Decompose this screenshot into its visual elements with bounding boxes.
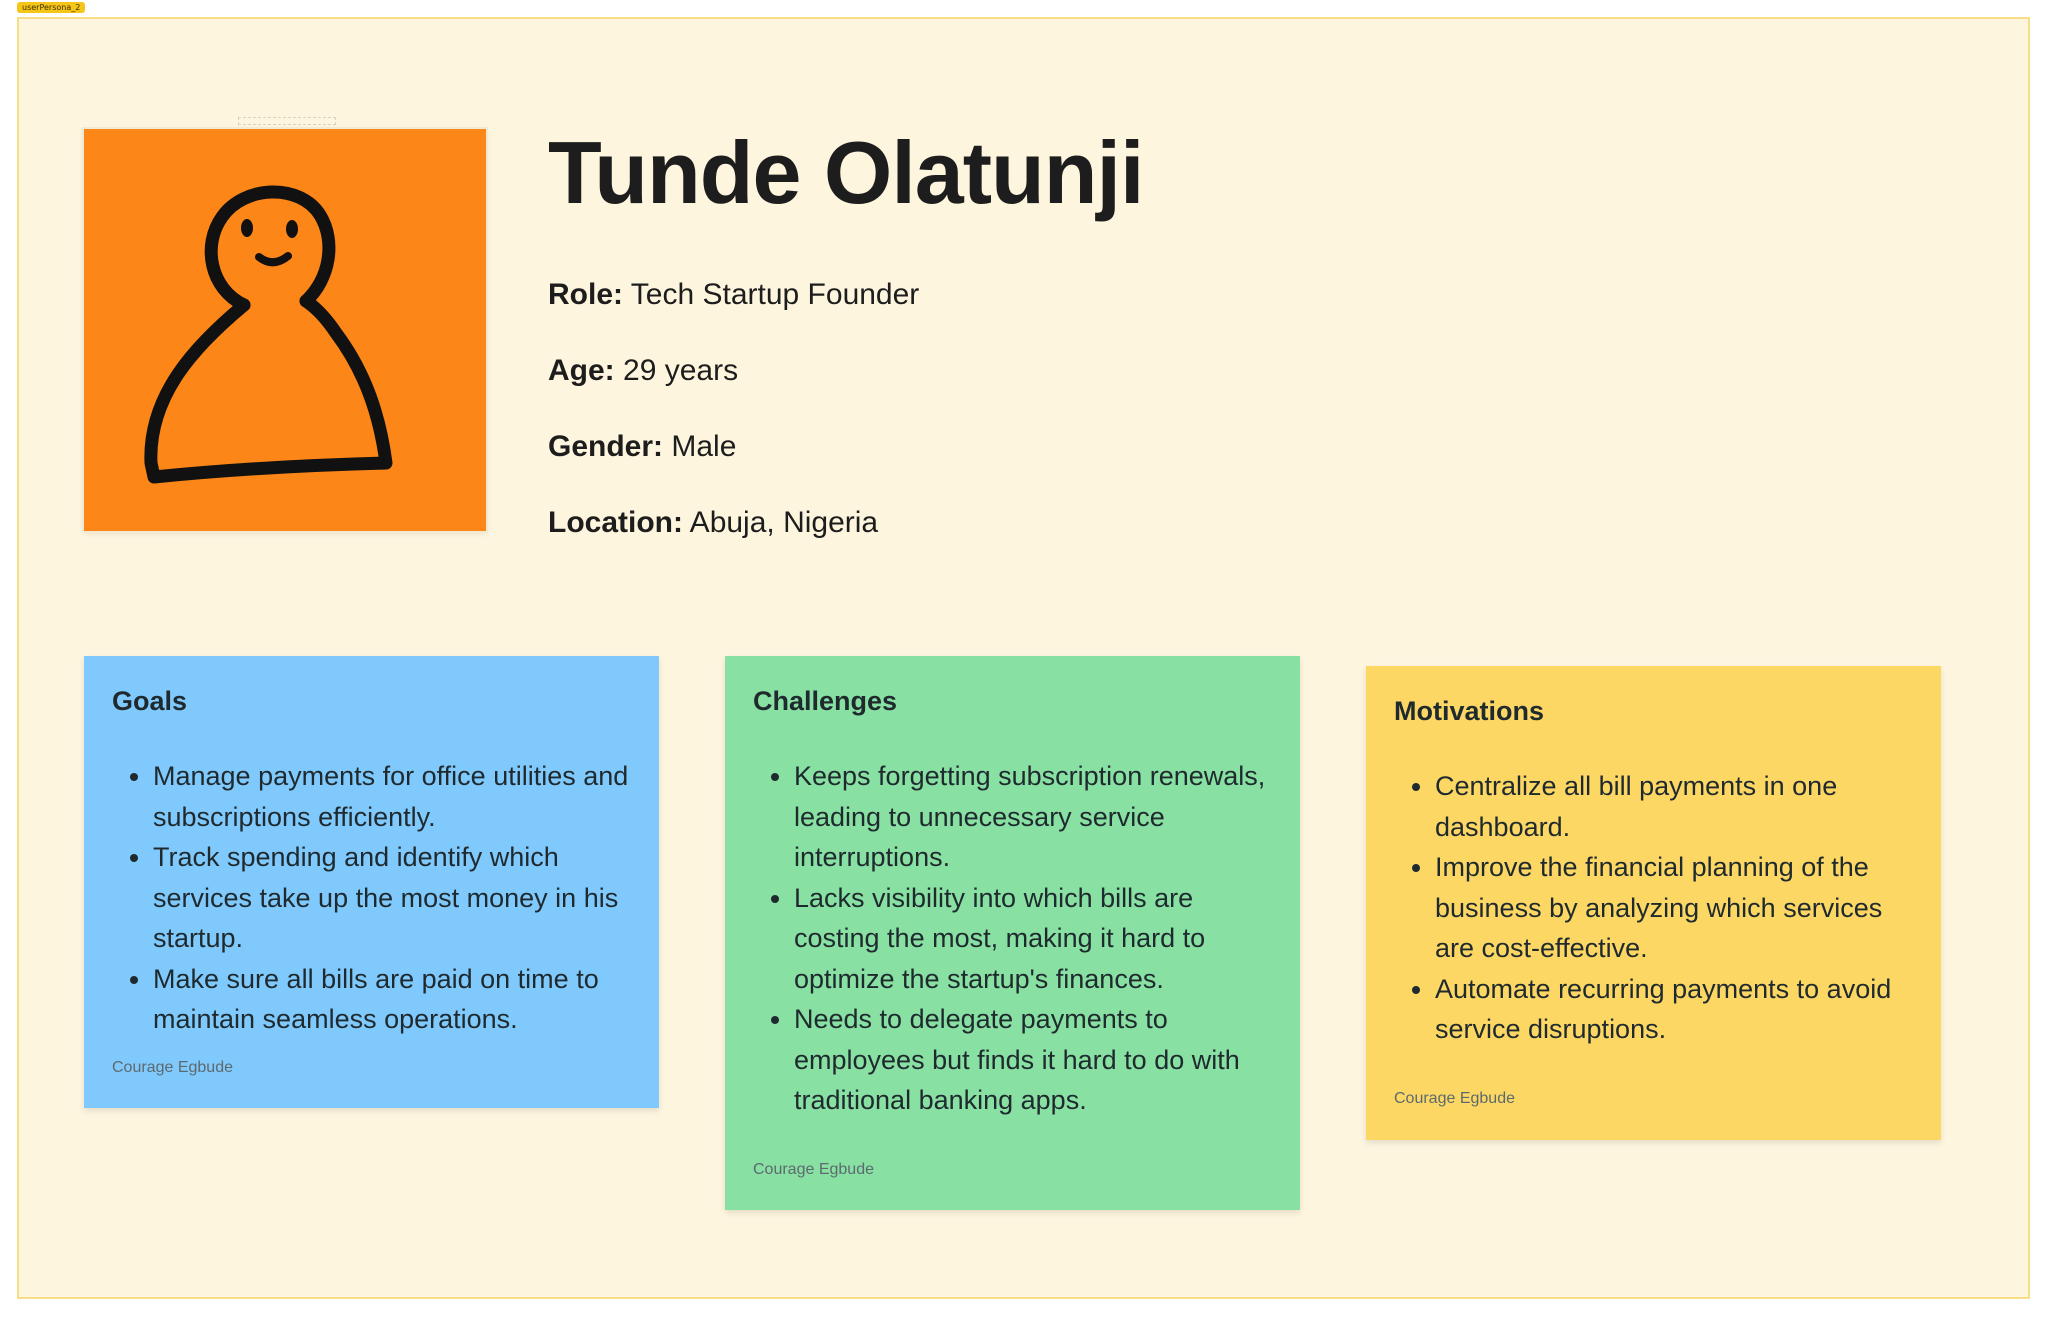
sticky-list [753, 756, 1272, 1121]
sticky-title: Challenges [753, 686, 898, 716]
info-role-value: Tech Startup Founder [623, 278, 920, 311]
info-location-value: Abuja, Nigeria [683, 506, 879, 539]
info-location-label: Location: [548, 506, 683, 539]
info-gender [548, 430, 736, 464]
info-age-label: Age: [548, 354, 615, 387]
sticky-author: Courage Egbude [753, 1161, 874, 1178]
sticky-author: Courage Egbude [1394, 1090, 1515, 1107]
list-item: • Keeps forgetting subscription renewals, leading to unnecessary service interruptions. [794, 756, 1272, 878]
list-item: • Manage payments for office utilities and subscriptions efficiently. [153, 756, 631, 837]
list-item: • Needs to delegate payments to employees but finds it hard to do with traditional banking apps. [794, 999, 1272, 1121]
list-item: • Track spending and identify which services take up the most money in his startup. [153, 837, 631, 959]
persona-name: Tunde Olatunji [548, 123, 1144, 222]
sticky-note-goals[interactable] [84, 656, 659, 1108]
info-role-label: Role: [548, 278, 623, 311]
info-age-value: 29 years [614, 354, 739, 387]
sticky-list [1394, 766, 1913, 1050]
info-role [548, 278, 919, 312]
info-gender-label: Gender: [548, 430, 664, 463]
list-item: • Improve the financial planning of the business by analyzing which services are cost-effective. [1435, 847, 1913, 969]
sticky-title: Goals [112, 686, 188, 716]
sticky-list [112, 756, 631, 1040]
sticky-title: Motivations [1394, 696, 1545, 726]
sticky-author: Courage Egbude [112, 1059, 233, 1076]
persona-avatar[interactable] [84, 129, 486, 531]
sticky-note-motivations[interactable] [1366, 666, 1941, 1140]
list-item: • Automate recurring payments to avoid service disruptions. [1435, 969, 1913, 1050]
info-gender-value: Male [663, 430, 737, 463]
person-sketch-icon [84, 129, 486, 531]
image-resize-handle[interactable] [238, 117, 336, 125]
sticky-note-challenges[interactable] [725, 656, 1300, 1210]
list-item: • Make sure all bills are paid on time to maintain seamless operations. [153, 959, 631, 1040]
list-item: • Centralize all bill payments in one dashboard. [1435, 766, 1913, 847]
list-item: • Lacks visibility into which bills are costing the most, making it hard to optimize the startup's finances. [794, 878, 1272, 1000]
frame-label[interactable]: userPersona_2 [17, 2, 85, 13]
info-location [548, 506, 878, 540]
info-age [548, 354, 738, 388]
